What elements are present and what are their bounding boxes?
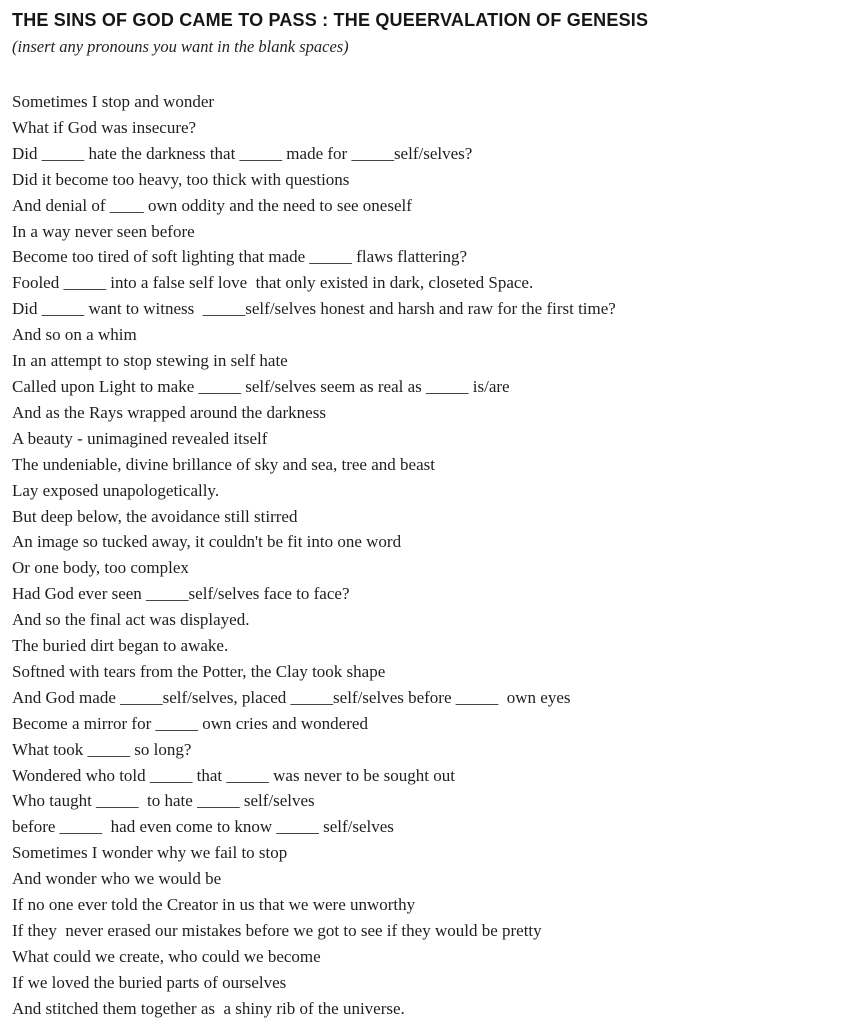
poem-line: And stitched them together as a shiny rib of the universe. bbox=[12, 998, 405, 1018]
poem-line: And wonder who we would be bbox=[12, 869, 222, 889]
poem-line: A beauty - unimagined revealed itself bbox=[12, 428, 268, 448]
poem-line: Softned with tears from the Potter, the Clay took shape bbox=[12, 661, 386, 681]
poem-line: Become a mirror for _____ own cries and wondered bbox=[12, 713, 368, 733]
poem-line: Who taught _____ to hate _____ self/selves bbox=[12, 791, 315, 811]
poem-line: Or one body, too complex bbox=[12, 558, 189, 578]
poem-line: before _____ had even come to know _____ self/selves bbox=[12, 817, 394, 837]
poem-line: Called upon Light to make _____ self/selves seem as real as _____ is/are bbox=[12, 376, 510, 396]
poem-line: Lay exposed unapologetically. bbox=[12, 480, 220, 500]
poem-line: And as the Rays wrapped around the darkness bbox=[12, 402, 326, 422]
subtitle-instruction: (insert any pronouns you want in the blank spaces) bbox=[12, 37, 349, 56]
poem-line: Did _____ want to witness _____self/selves honest and harsh and raw for the first time? bbox=[12, 299, 616, 319]
poem-line: What took _____ so long? bbox=[12, 739, 192, 759]
poem-line: Sometimes I stop and wonder bbox=[12, 92, 215, 111]
poem-line: Had God ever seen _____self/selves face to face? bbox=[12, 584, 350, 604]
poem-line: But deep below, the avoidance still stirred bbox=[12, 506, 298, 526]
page-title: THE SINS OF GOD CAME TO PASS : THE QUEERVALATION OF GENESIS bbox=[12, 10, 649, 30]
poem-line: Wondered who told _____ that _____ was never to be sought out bbox=[12, 765, 455, 785]
poem-line: An image so tucked away, it couldn't be fit into one word bbox=[12, 532, 402, 552]
poem-line: Sometimes I wonder why we fail to stop bbox=[12, 843, 288, 863]
poem-line: And God made _____self/selves, placed _____self/selves before _____ own eyes bbox=[12, 687, 571, 707]
poem-line: The buried dirt began to awake. bbox=[12, 636, 229, 656]
poem-line: If no one ever told the Creator in us that we were unworthy bbox=[12, 895, 416, 915]
poem-line: What if God was insecure? bbox=[12, 117, 197, 137]
poem-line: In an attempt to stop stewing in self hate bbox=[12, 351, 288, 371]
poem-line: Did it become too heavy, too thick with questions bbox=[12, 169, 350, 189]
poem-line: If we loved the buried parts of ourselves bbox=[12, 972, 287, 992]
poem-line: Fooled _____ into a false self love that only existed in dark, closeted Space. bbox=[12, 273, 534, 293]
poem-line: Become too tired of soft lighting that made _____ flaws flattering? bbox=[12, 247, 468, 267]
poem-line: The undeniable, divine brillance of sky and sea, tree and beast bbox=[12, 454, 435, 474]
poem-line: And so the final act was displayed. bbox=[12, 610, 250, 630]
poem-line: And so on a whim bbox=[12, 325, 137, 345]
poem-line: Did _____ hate the darkness that _____ made for _____self/selves? bbox=[12, 143, 473, 163]
poem-line: In a way never seen before bbox=[12, 221, 195, 241]
poem-line: And denial of ____ own oddity and the need to see oneself bbox=[12, 195, 412, 215]
poem-line: If they never erased our mistakes before we got to see if they would be pretty bbox=[12, 921, 542, 940]
poem-body bbox=[12, 89, 848, 1022]
poem-line: What could we create, who could we become bbox=[12, 946, 321, 966]
